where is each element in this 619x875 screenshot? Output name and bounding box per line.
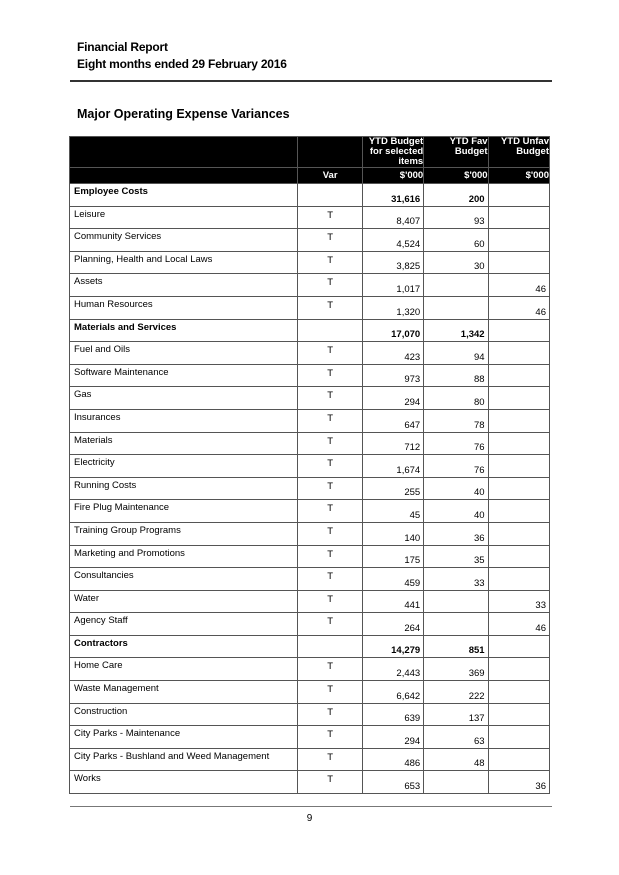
row-ytd-budget: 639	[362, 703, 423, 726]
row-name: Agency Staff	[70, 613, 298, 636]
row-ytd-fav: 40	[424, 500, 488, 523]
row-var: T	[298, 296, 362, 319]
row-name: Community Services	[70, 229, 298, 252]
row-ytd-unfav	[488, 477, 549, 500]
row-var: T	[298, 206, 362, 229]
row-ytd-unfav: 46	[488, 296, 549, 319]
row-ytd-budget: 14,279	[362, 635, 423, 658]
table-row	[70, 726, 550, 749]
table-row	[70, 522, 550, 545]
row-ytd-fav: 76	[424, 455, 488, 478]
table-row	[70, 658, 550, 681]
row-name: City Parks - Maintenance	[70, 726, 298, 749]
table-row	[70, 455, 550, 478]
row-ytd-unfav	[488, 658, 549, 681]
row-name: Fire Plug Maintenance	[70, 500, 298, 523]
row-var: T	[298, 748, 362, 771]
row-ytd-fav: 78	[424, 409, 488, 432]
row-name: Consultancies	[70, 568, 298, 591]
row-var: T	[298, 274, 362, 297]
row-ytd-unfav	[488, 703, 549, 726]
col-header-var: Var	[298, 168, 362, 184]
table-row	[70, 771, 550, 794]
row-ytd-budget: 1,320	[362, 296, 423, 319]
row-ytd-unfav	[488, 387, 549, 410]
row-var: T	[298, 522, 362, 545]
col-unit-ytd: $'000	[362, 168, 423, 184]
row-ytd-fav: 369	[424, 658, 488, 681]
row-var: T	[298, 545, 362, 568]
variance-table	[69, 136, 550, 794]
row-ytd-unfav	[488, 568, 549, 591]
row-var: T	[298, 251, 362, 274]
row-ytd-unfav	[488, 184, 549, 207]
row-ytd-budget: 264	[362, 613, 423, 636]
row-var: T	[298, 477, 362, 500]
row-ytd-budget: 653	[362, 771, 423, 794]
row-ytd-fav: 94	[424, 342, 488, 365]
row-name: Insurances	[70, 409, 298, 432]
table-row	[70, 274, 550, 297]
row-name: Fuel and Oils	[70, 342, 298, 365]
row-ytd-budget: 2,443	[362, 658, 423, 681]
row-ytd-fav	[424, 613, 488, 636]
row-name: Water	[70, 590, 298, 613]
row-var	[298, 635, 362, 658]
row-var: T	[298, 658, 362, 681]
row-var: T	[298, 387, 362, 410]
row-var: T	[298, 409, 362, 432]
row-name: Construction	[70, 703, 298, 726]
row-name: Leisure	[70, 206, 298, 229]
row-ytd-budget: 1,674	[362, 455, 423, 478]
row-ytd-budget: 294	[362, 726, 423, 749]
row-name: Planning, Health and Local Laws	[70, 251, 298, 274]
row-ytd-unfav	[488, 748, 549, 771]
table-row	[70, 500, 550, 523]
row-ytd-fav: 40	[424, 477, 488, 500]
row-var: T	[298, 703, 362, 726]
table-row	[70, 364, 550, 387]
row-ytd-unfav	[488, 409, 549, 432]
row-name: Materials	[70, 432, 298, 455]
row-ytd-fav: 76	[424, 432, 488, 455]
row-ytd-unfav: 33	[488, 590, 549, 613]
row-ytd-unfav	[488, 206, 549, 229]
row-ytd-budget: 294	[362, 387, 423, 410]
table-group-row	[70, 184, 550, 207]
footer-divider	[70, 806, 552, 807]
row-ytd-unfav	[488, 455, 549, 478]
header-blank-name-2	[70, 168, 298, 184]
row-name: Home Care	[70, 658, 298, 681]
row-ytd-budget: 712	[362, 432, 423, 455]
row-ytd-unfav: 46	[488, 274, 549, 297]
row-ytd-fav: 30	[424, 251, 488, 274]
row-ytd-unfav	[488, 342, 549, 365]
row-ytd-unfav	[488, 681, 549, 704]
row-var: T	[298, 681, 362, 704]
row-ytd-fav: 200	[424, 184, 488, 207]
row-var: T	[298, 229, 362, 252]
table-row	[70, 590, 550, 613]
row-var: T	[298, 726, 362, 749]
row-ytd-budget: 3,825	[362, 251, 423, 274]
table-row	[70, 387, 550, 410]
row-name: City Parks - Bushland and Weed Management	[70, 748, 298, 771]
table-row	[70, 251, 550, 274]
row-name: Electricity	[70, 455, 298, 478]
row-ytd-unfav	[488, 229, 549, 252]
row-ytd-fav: 48	[424, 748, 488, 771]
table-row	[70, 568, 550, 591]
row-name: Works	[70, 771, 298, 794]
row-name: Marketing and Promotions	[70, 545, 298, 568]
row-ytd-budget: 175	[362, 545, 423, 568]
row-var: T	[298, 342, 362, 365]
row-ytd-unfav	[488, 726, 549, 749]
row-ytd-fav: 63	[424, 726, 488, 749]
row-ytd-budget: 17,070	[362, 319, 423, 342]
table-row	[70, 229, 550, 252]
row-ytd-fav: 137	[424, 703, 488, 726]
col-header-ytd-fav: YTD Fav Budget	[424, 137, 488, 168]
row-ytd-fav: 1,342	[424, 319, 488, 342]
row-ytd-fav: 36	[424, 522, 488, 545]
table-row	[70, 703, 550, 726]
row-ytd-unfav: 36	[488, 771, 549, 794]
row-ytd-fav: 222	[424, 681, 488, 704]
header-blank-name	[70, 137, 298, 168]
table-row	[70, 432, 550, 455]
col-header-ytd-unfav: YTD Unfav Budget	[488, 137, 549, 168]
row-ytd-unfav	[488, 319, 549, 342]
table-body	[70, 184, 550, 794]
row-name: Contractors	[70, 635, 298, 658]
row-name: Assets	[70, 274, 298, 297]
row-ytd-fav: 35	[424, 545, 488, 568]
row-ytd-fav: 851	[424, 635, 488, 658]
row-ytd-fav	[424, 274, 488, 297]
table-row	[70, 748, 550, 771]
row-name: Waste Management	[70, 681, 298, 704]
report-title: Financial Report	[77, 40, 168, 54]
row-ytd-unfav	[488, 432, 549, 455]
table-row	[70, 613, 550, 636]
row-ytd-unfav	[488, 545, 549, 568]
row-name: Training Group Programs	[70, 522, 298, 545]
row-var	[298, 184, 362, 207]
table-row	[70, 681, 550, 704]
row-ytd-budget: 441	[362, 590, 423, 613]
row-ytd-budget: 973	[362, 364, 423, 387]
row-ytd-unfav	[488, 635, 549, 658]
row-ytd-unfav: 46	[488, 613, 549, 636]
row-var: T	[298, 613, 362, 636]
row-name: Gas	[70, 387, 298, 410]
row-ytd-budget: 423	[362, 342, 423, 365]
row-var: T	[298, 500, 362, 523]
row-ytd-fav: 33	[424, 568, 488, 591]
col-header-ytd-budget: YTD Budget for selected items	[362, 137, 423, 168]
row-var: T	[298, 455, 362, 478]
row-name: Human Resources	[70, 296, 298, 319]
row-var: T	[298, 432, 362, 455]
row-ytd-unfav	[488, 251, 549, 274]
table-row	[70, 477, 550, 500]
row-ytd-unfav	[488, 522, 549, 545]
row-var: T	[298, 590, 362, 613]
table-row	[70, 296, 550, 319]
row-ytd-budget: 255	[362, 477, 423, 500]
row-ytd-fav: 80	[424, 387, 488, 410]
row-ytd-budget: 1,017	[362, 274, 423, 297]
row-ytd-fav: 88	[424, 364, 488, 387]
table-header	[70, 137, 550, 184]
row-name: Materials and Services	[70, 319, 298, 342]
row-name: Employee Costs	[70, 184, 298, 207]
table-row	[70, 206, 550, 229]
row-var: T	[298, 364, 362, 387]
row-ytd-fav	[424, 590, 488, 613]
row-ytd-budget: 6,642	[362, 681, 423, 704]
row-name: Software Maintenance	[70, 364, 298, 387]
col-unit-unfav: $'000	[488, 168, 549, 184]
row-ytd-budget: 45	[362, 500, 423, 523]
header-blank-var	[298, 137, 362, 168]
row-ytd-budget: 459	[362, 568, 423, 591]
table-row	[70, 409, 550, 432]
row-ytd-fav: 60	[424, 229, 488, 252]
row-ytd-fav: 93	[424, 206, 488, 229]
row-ytd-fav	[424, 296, 488, 319]
col-unit-fav: $'000	[424, 168, 488, 184]
report-period: Eight months ended 29 February 2016	[77, 57, 287, 71]
row-var: T	[298, 771, 362, 794]
row-var: T	[298, 568, 362, 591]
row-ytd-budget: 31,616	[362, 184, 423, 207]
row-ytd-budget: 486	[362, 748, 423, 771]
row-ytd-budget: 4,524	[362, 229, 423, 252]
row-ytd-budget: 140	[362, 522, 423, 545]
page-number: 9	[306, 813, 313, 824]
row-ytd-budget: 8,407	[362, 206, 423, 229]
table-group-row	[70, 319, 550, 342]
row-ytd-unfav	[488, 500, 549, 523]
table-row	[70, 545, 550, 568]
table-group-row	[70, 635, 550, 658]
table-row	[70, 342, 550, 365]
section-title: Major Operating Expense Variances	[77, 107, 290, 121]
row-var	[298, 319, 362, 342]
row-ytd-unfav	[488, 364, 549, 387]
row-ytd-budget: 647	[362, 409, 423, 432]
header-divider	[70, 80, 552, 82]
row-name: Running Costs	[70, 477, 298, 500]
row-ytd-fav	[424, 771, 488, 794]
